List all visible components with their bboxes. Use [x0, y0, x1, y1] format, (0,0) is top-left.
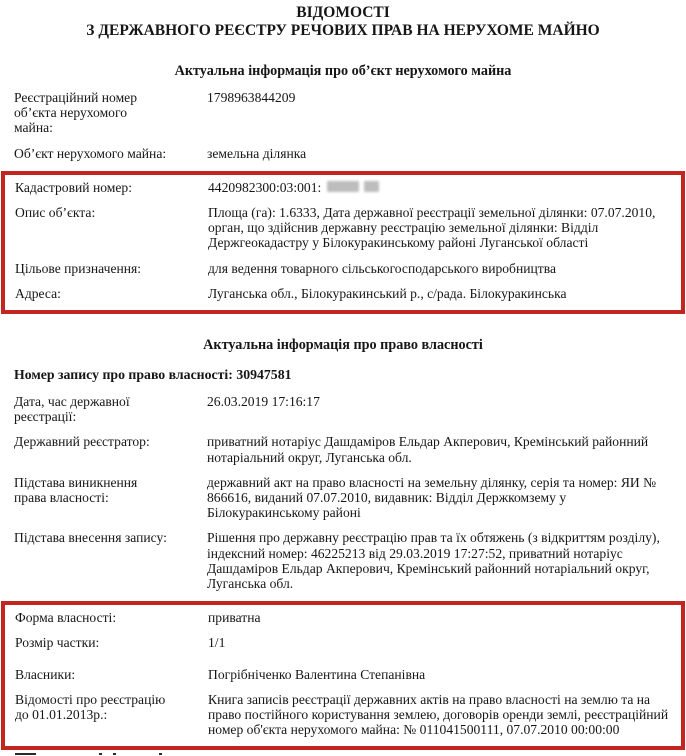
field-label: Кадастровий номер: — [15, 179, 132, 195]
field-row — [15, 692, 671, 738]
clipped-next-row-text — [0, 751, 686, 756]
field-value — [207, 530, 672, 591]
field-label: Цільове призначення: — [15, 260, 142, 276]
field-value — [207, 475, 672, 521]
redacted-value-blur — [321, 180, 379, 195]
highlight-box-ownership — [1, 601, 685, 750]
field-label: Форма власності: — [15, 610, 117, 626]
field-value-text: земельна ділянка — [207, 145, 307, 161]
field-row — [15, 286, 671, 301]
field-row — [15, 205, 671, 251]
field-row — [15, 667, 671, 682]
field-value-text: Рішення про державну реєстрацію прав та їх обтяжень (з відкриттям розділу), індексний номер: 46225213 від 29.03.2019 17:27:52, приватний нотаріус Дашдаміров Ельдар Акперович, Кремінський районний нотаріальний округ, Луганська обл. — [207, 530, 660, 592]
field-row — [14, 146, 672, 161]
field-value — [207, 394, 672, 409]
field-value-text: Луганська обл., Білокуракинський р., с/рада. Білокуракинська — [208, 285, 567, 301]
field-row — [14, 530, 672, 591]
field-value-text: 26.03.2019 17:16:17 — [207, 394, 320, 410]
document-title — [0, 0, 686, 40]
document-title-line2: З ДЕРЖАВНОГО РЕЄСТРУ РЕЧОВИХ ПРАВ НА НЕРУХОМЕ МАЙНО — [86, 22, 600, 39]
ownership-record-number: Номер запису про право власності: 30947581 — [14, 367, 292, 383]
field-label: Об’єкт нерухомого майна: — [14, 145, 167, 161]
field-value-text: 1/1 — [208, 635, 226, 651]
field-value — [208, 635, 671, 650]
field-label: Опис об’єкта: — [15, 205, 96, 221]
field-row — [14, 475, 672, 521]
field-label: Дата, час державної реєстрації: — [14, 394, 130, 425]
field-row — [14, 394, 672, 424]
field-value — [208, 261, 671, 276]
field-label: Підстава внесення запису: — [14, 530, 167, 546]
field-value-text: приватний нотаріус Дашдаміров Ельдар Акперович, Кремінський районний нотаріальний округ, Луганська обл. — [207, 434, 649, 465]
section-header-ownership-info: Актуальна інформація про право власності — [203, 337, 483, 354]
field-value — [207, 434, 672, 464]
field-value-text: Погрібніченко Валентина Степанівна — [208, 666, 426, 682]
field-value-text: Площа (га): 1.6333, Дата державної реєстрації земельної ділянки: 07.07.2010, орган, що здійснив державну реєстрацію земельної ділянки: Відділ Держгеокадастру у Білокуракинському районі Луганської області — [208, 205, 656, 251]
field-row — [14, 90, 672, 136]
field-row — [15, 261, 671, 276]
field-label: Реєстраційний номер об’єкта нерухомого майна: — [14, 90, 138, 136]
field-value-text: Книга записів реєстрації державних актів на право власності на землю та на право постійного користування землею, договорів оренди землі, реєстраційний номер об'єкта нерухомого майна: № 011041500111, 07.07.2010 00:00:00 — [208, 691, 669, 738]
field-value — [208, 667, 671, 682]
object-boxed-rows — [5, 180, 681, 301]
object-info-rows — [0, 90, 686, 161]
field-value — [208, 610, 671, 625]
field-value-text: 4420982300:03:001: — [208, 179, 322, 195]
section-header-object-info: Актуальна інформація про об’єкт нерухомого майна — [174, 63, 512, 79]
highlight-box-object — [1, 171, 685, 314]
field-label: Відомості про реєстрацію до 01.01.2013р.: — [15, 691, 166, 723]
field-label: Власники: — [15, 666, 76, 682]
field-value-text: приватна — [208, 610, 261, 626]
field-value-text: державний акт на право власності на земельну ділянку, серія та номер: ЯИ № 866616, виданий 07.07.2010, видавник: Відділ Держкомзему у Білокуракинському районі — [207, 474, 657, 521]
field-value — [208, 205, 671, 251]
document-title-line1: ВІДОМОСТІ — [296, 4, 390, 21]
field-row — [15, 610, 671, 625]
field-row — [15, 180, 671, 195]
field-value-text: 1798963844209 — [207, 90, 296, 105]
field-row — [14, 434, 672, 464]
field-label: Адреса: — [15, 285, 61, 301]
field-value — [208, 286, 671, 301]
ownership-boxed-rows — [5, 610, 681, 737]
field-value — [207, 90, 672, 105]
field-label: Розмір частки: — [15, 635, 100, 651]
ownership-rows — [0, 394, 686, 591]
field-value — [207, 146, 672, 161]
field-row — [15, 635, 671, 650]
field-value — [208, 692, 671, 738]
field-value-text: для ведення товарного сільськогосподарського виробництва — [208, 260, 557, 276]
field-value — [208, 180, 671, 195]
field-label: Підстава виникнення права власності: — [14, 474, 138, 506]
field-label: Державний реєстратор: — [14, 434, 150, 450]
